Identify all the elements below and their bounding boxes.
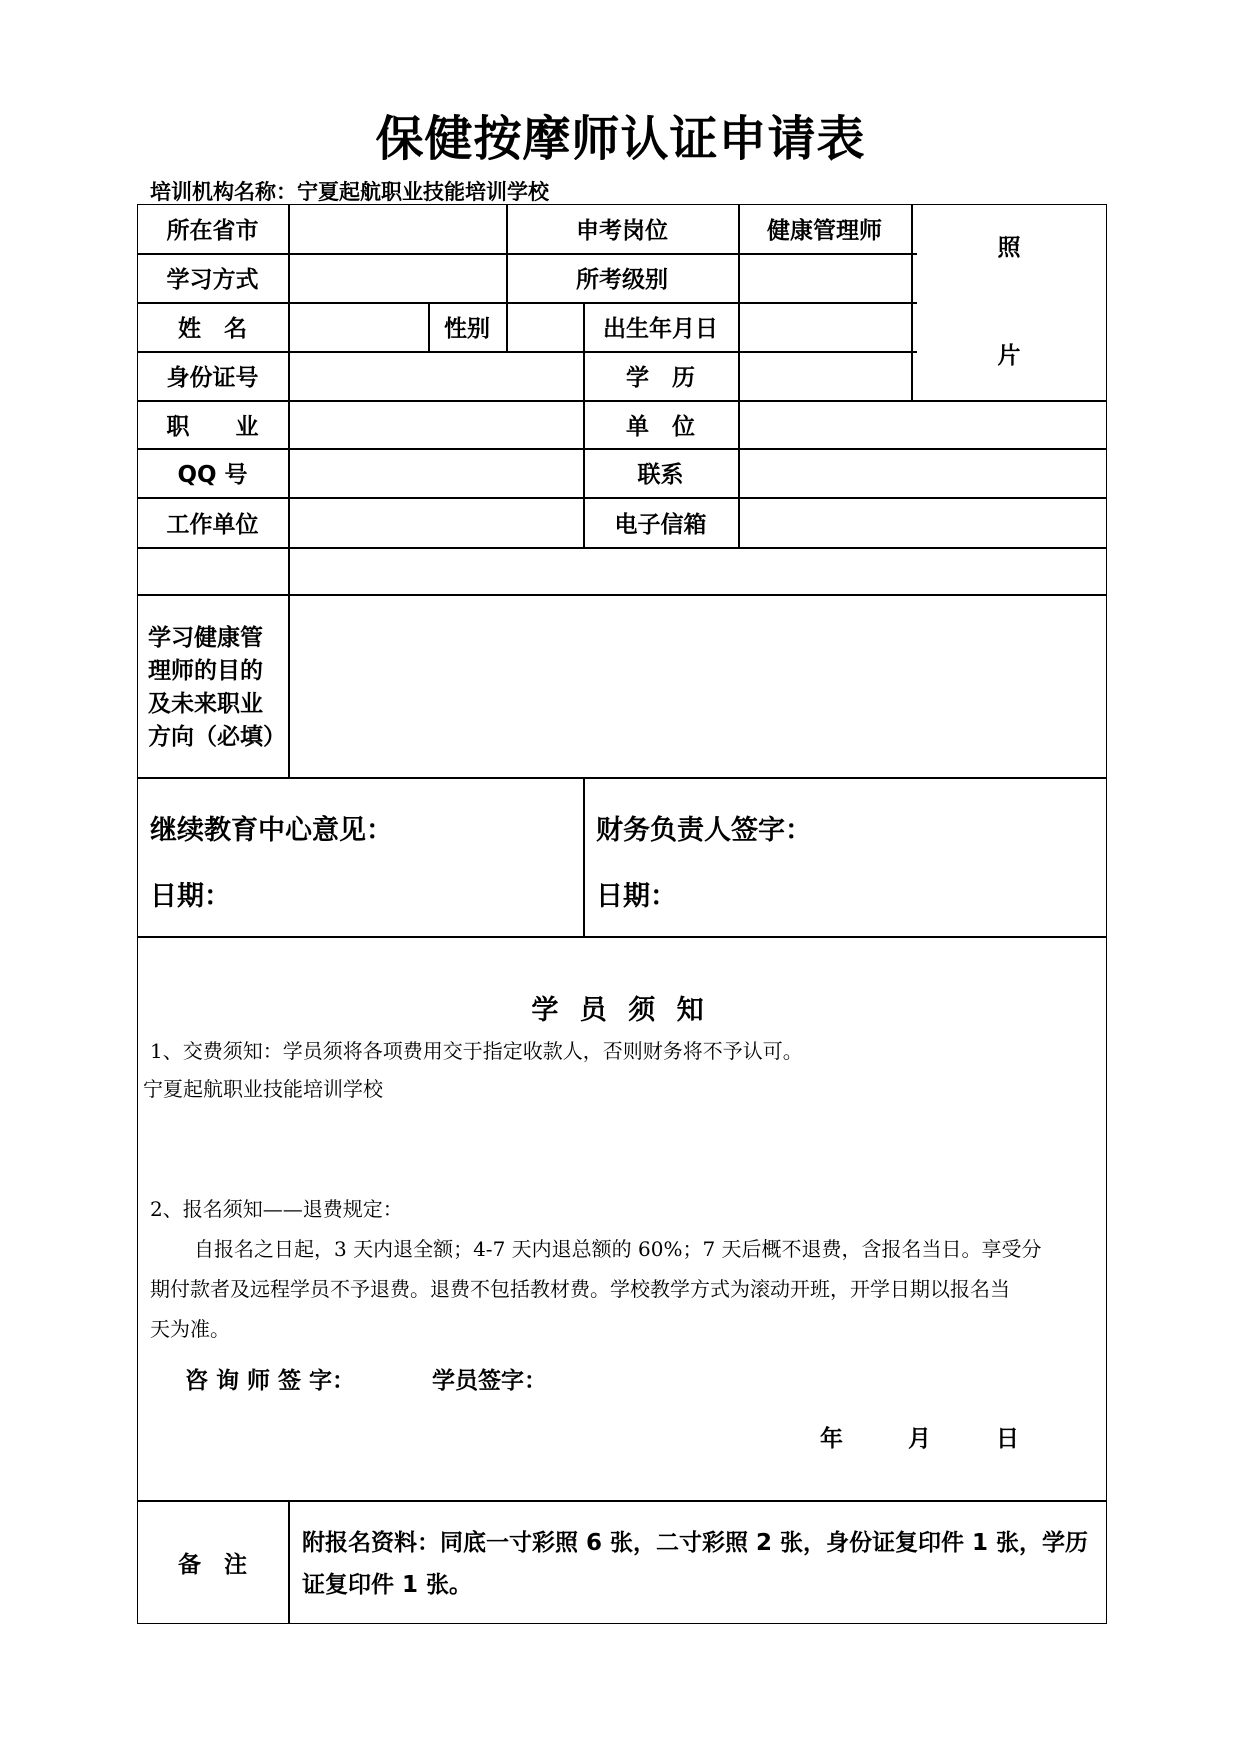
- blank-row-field[interactable]: [290, 549, 1105, 593]
- qq-field[interactable]: [290, 450, 581, 496]
- center-date-label: 日期：: [150, 881, 231, 912]
- photo-label-bottom: 片: [997, 342, 1021, 369]
- form-title: 保健按摩师认证申请表: [375, 111, 866, 167]
- province-field[interactable]: [290, 206, 504, 252]
- education-field[interactable]: [740, 353, 909, 399]
- label-email: 电子信箱: [614, 511, 707, 538]
- remarks-label: 备 注: [178, 1551, 247, 1578]
- unit-field[interactable]: [740, 402, 1105, 447]
- remarks-text: 附报名资料：同底一寸彩照 6 张，二寸彩照 2 张，身份证复印件 1 张，学历证复印件 1 张。: [302, 1530, 1089, 1598]
- date-month: 月: [908, 1426, 931, 1452]
- notice-school: 宁夏起航职业技能培训学校: [143, 1077, 383, 1101]
- student-sign-label: 学员签字：: [432, 1368, 547, 1394]
- center-opinion-label: 继续教育中心意见：: [150, 815, 393, 846]
- refund-line-3: 天为准。: [150, 1317, 230, 1341]
- label-birth: 出生年月日: [603, 316, 718, 342]
- organization-name: 培训机构名称：宁夏起航职业技能培训学校: [150, 180, 549, 204]
- label-purpose: 学习健康管理师的目的及未来职业方向（必填）: [148, 625, 286, 750]
- label-work-unit: 工作单位: [166, 511, 259, 538]
- birth-field[interactable]: [740, 304, 909, 350]
- label-name: 姓 名: [178, 316, 247, 342]
- finance-sign-label: 财务负责人签字：: [596, 815, 812, 846]
- row-line: [137, 777, 1107, 779]
- contact-field[interactable]: [740, 450, 1105, 496]
- label-education: 学 历: [626, 365, 695, 391]
- label-contact: 联系: [637, 462, 684, 488]
- col-line: [288, 1500, 290, 1624]
- occupation-field[interactable]: [290, 402, 581, 447]
- gender-field[interactable]: [508, 304, 581, 350]
- label-position: 申考岗位: [576, 218, 668, 244]
- date-day: 日: [996, 1426, 1019, 1452]
- photo-label-top: 照: [997, 234, 1021, 261]
- label-qq: QQ 号: [177, 462, 248, 488]
- photo-area[interactable]: [913, 206, 1105, 399]
- purpose-field[interactable]: [290, 596, 1105, 776]
- refund-line-2: 期付款者及远程学员不予退费。退费不包括教材费。学校教学方式为滚动开班，开学日期以报名当: [150, 1277, 1010, 1301]
- name-field[interactable]: [290, 304, 426, 350]
- label-level: 所考级别: [576, 267, 668, 293]
- refund-line-1: 自报名之日起，3 天内退全额；4-7 天内退总额的 60%；7 天后概不退费，含报名当日。享受分: [194, 1237, 1042, 1261]
- label-unit: 单 位: [626, 413, 695, 440]
- study-mode-field[interactable]: [290, 255, 504, 301]
- notice-heading: 学 员 须 知: [531, 995, 710, 1026]
- col-line: [583, 777, 585, 936]
- email-field[interactable]: [740, 499, 1105, 546]
- finance-date-label: 日期：: [596, 881, 677, 912]
- notice-item-1: 1、交费须知：学员须将各项费用交于指定收款人，否则财务将不予认可。: [150, 1039, 803, 1063]
- date-year: 年: [820, 1426, 843, 1452]
- level-field[interactable]: [740, 255, 909, 301]
- id-number-field[interactable]: [290, 353, 581, 399]
- notice-item-2: 2、报名须知——退费规定：: [150, 1197, 403, 1221]
- label-province: 所在省市: [166, 218, 259, 244]
- label-id-number: 身份证号: [166, 365, 259, 391]
- work-unit-field[interactable]: [290, 499, 581, 546]
- label-occupation: 职 业: [166, 413, 259, 440]
- label-gender: 性别: [444, 316, 490, 342]
- consultant-sign-label: 咨 询 师 签 字：: [185, 1368, 356, 1394]
- row-line: [137, 936, 1107, 938]
- label-study-mode: 学习方式: [166, 267, 259, 293]
- position-value: 健康管理师: [767, 218, 882, 244]
